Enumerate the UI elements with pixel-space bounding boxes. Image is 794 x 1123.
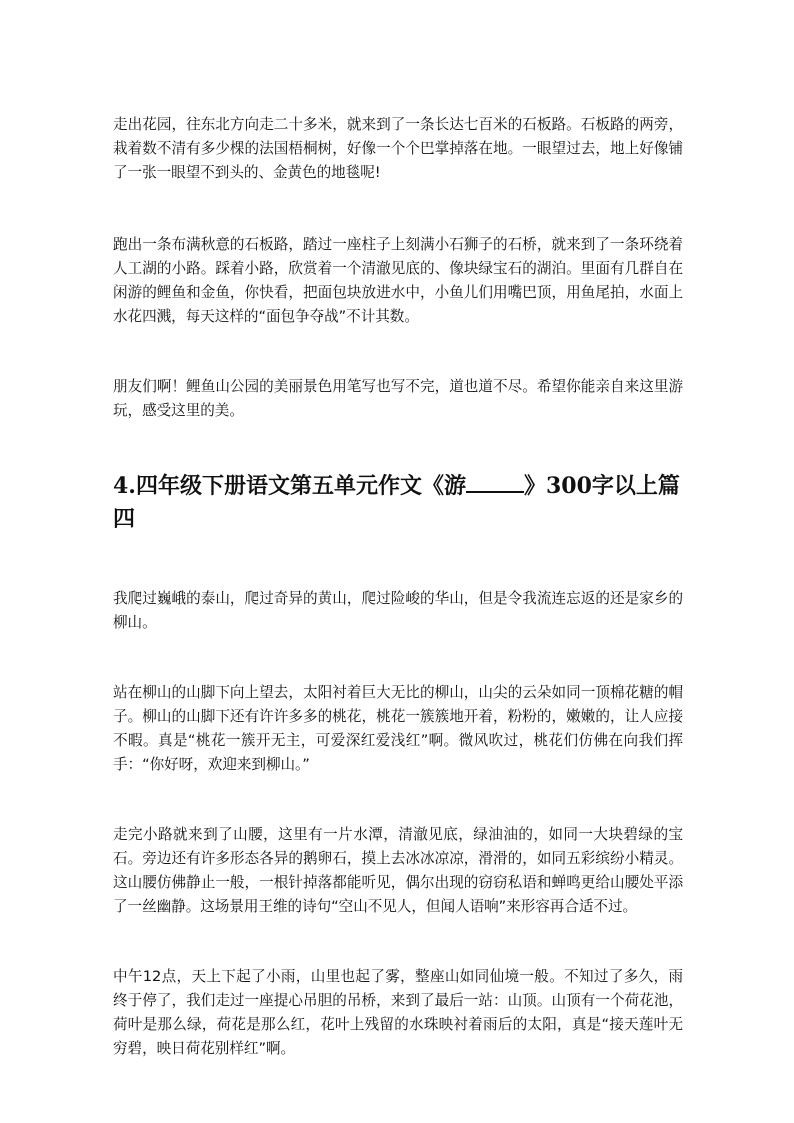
paragraph-gap — [113, 329, 683, 375]
paragraph-gap — [113, 536, 683, 587]
document-page — [113, 113, 683, 1061]
section-heading — [113, 469, 683, 536]
paragraph-stone-road: 走出花园，往东北方向走二十多米，就来到了一条长达七百米的石板路。石板路的两旁，栽着数不清有多少棵的法国梧桐树，好像一个个巴掌掉落在地。一眼望过去，地上好像铺了一张一眼望不到头的、金黄色的地毯呢! — [113, 116, 683, 181]
paragraph-gap — [113, 185, 683, 233]
paragraph-closing: 朋友们啊！鲤鱼山公园的美丽景色用笔写也写不完，道也道不尽。希望你能亲自来这里游玩，感受这里的美。 — [113, 378, 683, 419]
paragraph-mountains: 我爬过巍峨的泰山，爬过奇异的黄山，爬过险峻的华山，但是令我流连忘返的还是家乡的柳山。 — [113, 590, 683, 631]
heading-blank-line — [466, 469, 524, 493]
paragraph-gap — [113, 919, 683, 965]
heading-part-1: 4.四年级下册语文第五单元作文《游 — [113, 473, 466, 499]
paragraph-gap — [113, 777, 683, 823]
paragraph-summit: 中午12点，天上下起了小雨，山里也起了雾，整座山如同仙境一般。不知过了多久，雨终于停了，我们走过一座提心吊胆的吊桥，来到了最后一站：山顶。山顶有一个荷花池，荷叶是那么绿，荷花是那么红，花叶上残留的水珠映衬着雨后的太阳，真是“接天莲叶无穷碧，映日荷花别样红”啊。 — [113, 968, 683, 1057]
paragraph-gap — [113, 635, 683, 681]
paragraph-mountainside: 走完小路就来到了山腰，这里有一片水潭，清澈见底，绿油油的，如同一大块碧绿的宝石。旁边还有许多形态各异的鹅卵石，摸上去冰冰凉凉，滑滑的，如同五彩缤纷小精灵。这山腰仿佛静止一般，一根针掉落都能听见，偶尔出现的窃窃私语和蝉鸣更给山腰处平添了一丝幽静。这场景用王维的诗句“空山不见人，但闻人语响”来形容再合适不过。 — [113, 826, 683, 915]
paragraph-peach-blossoms: 站在柳山的山脚下向上望去，太阳衬着巨大无比的柳山，山尖的云朵如同一顶棉花糖的帽子。柳山的山脚下还有许许多多的桃花，桃花一簇簇地开着，粉粉的，嫩嫩的，让人应接不暇。真是“桃花一簇开无主，可爱深红爱浅红”啊。微风吹过，桃花们仿佛在向我们挥手：“你好呀，欢迎来到柳山。” — [113, 684, 683, 773]
heading-part-2: 》300字以上篇四 — [113, 473, 680, 532]
paragraph-gap — [113, 423, 683, 469]
paragraph-lake-path: 跑出一条布满秋意的石板路，踏过一座柱子上刻满小石狮子的石桥，就来到了一条环绕着人工湖的小路。踩着小路，欣赏着一个清澈见底的、像块绿宝石的湖泊。里面有几群自在闲游的鲤鱼和金鱼，你快看，把面包块放进水中，小鱼儿们用嘴巴顶，用鱼尾拍，水面上水花四溅，每天这样的“面包争夺战”不计其数。 — [113, 236, 683, 325]
